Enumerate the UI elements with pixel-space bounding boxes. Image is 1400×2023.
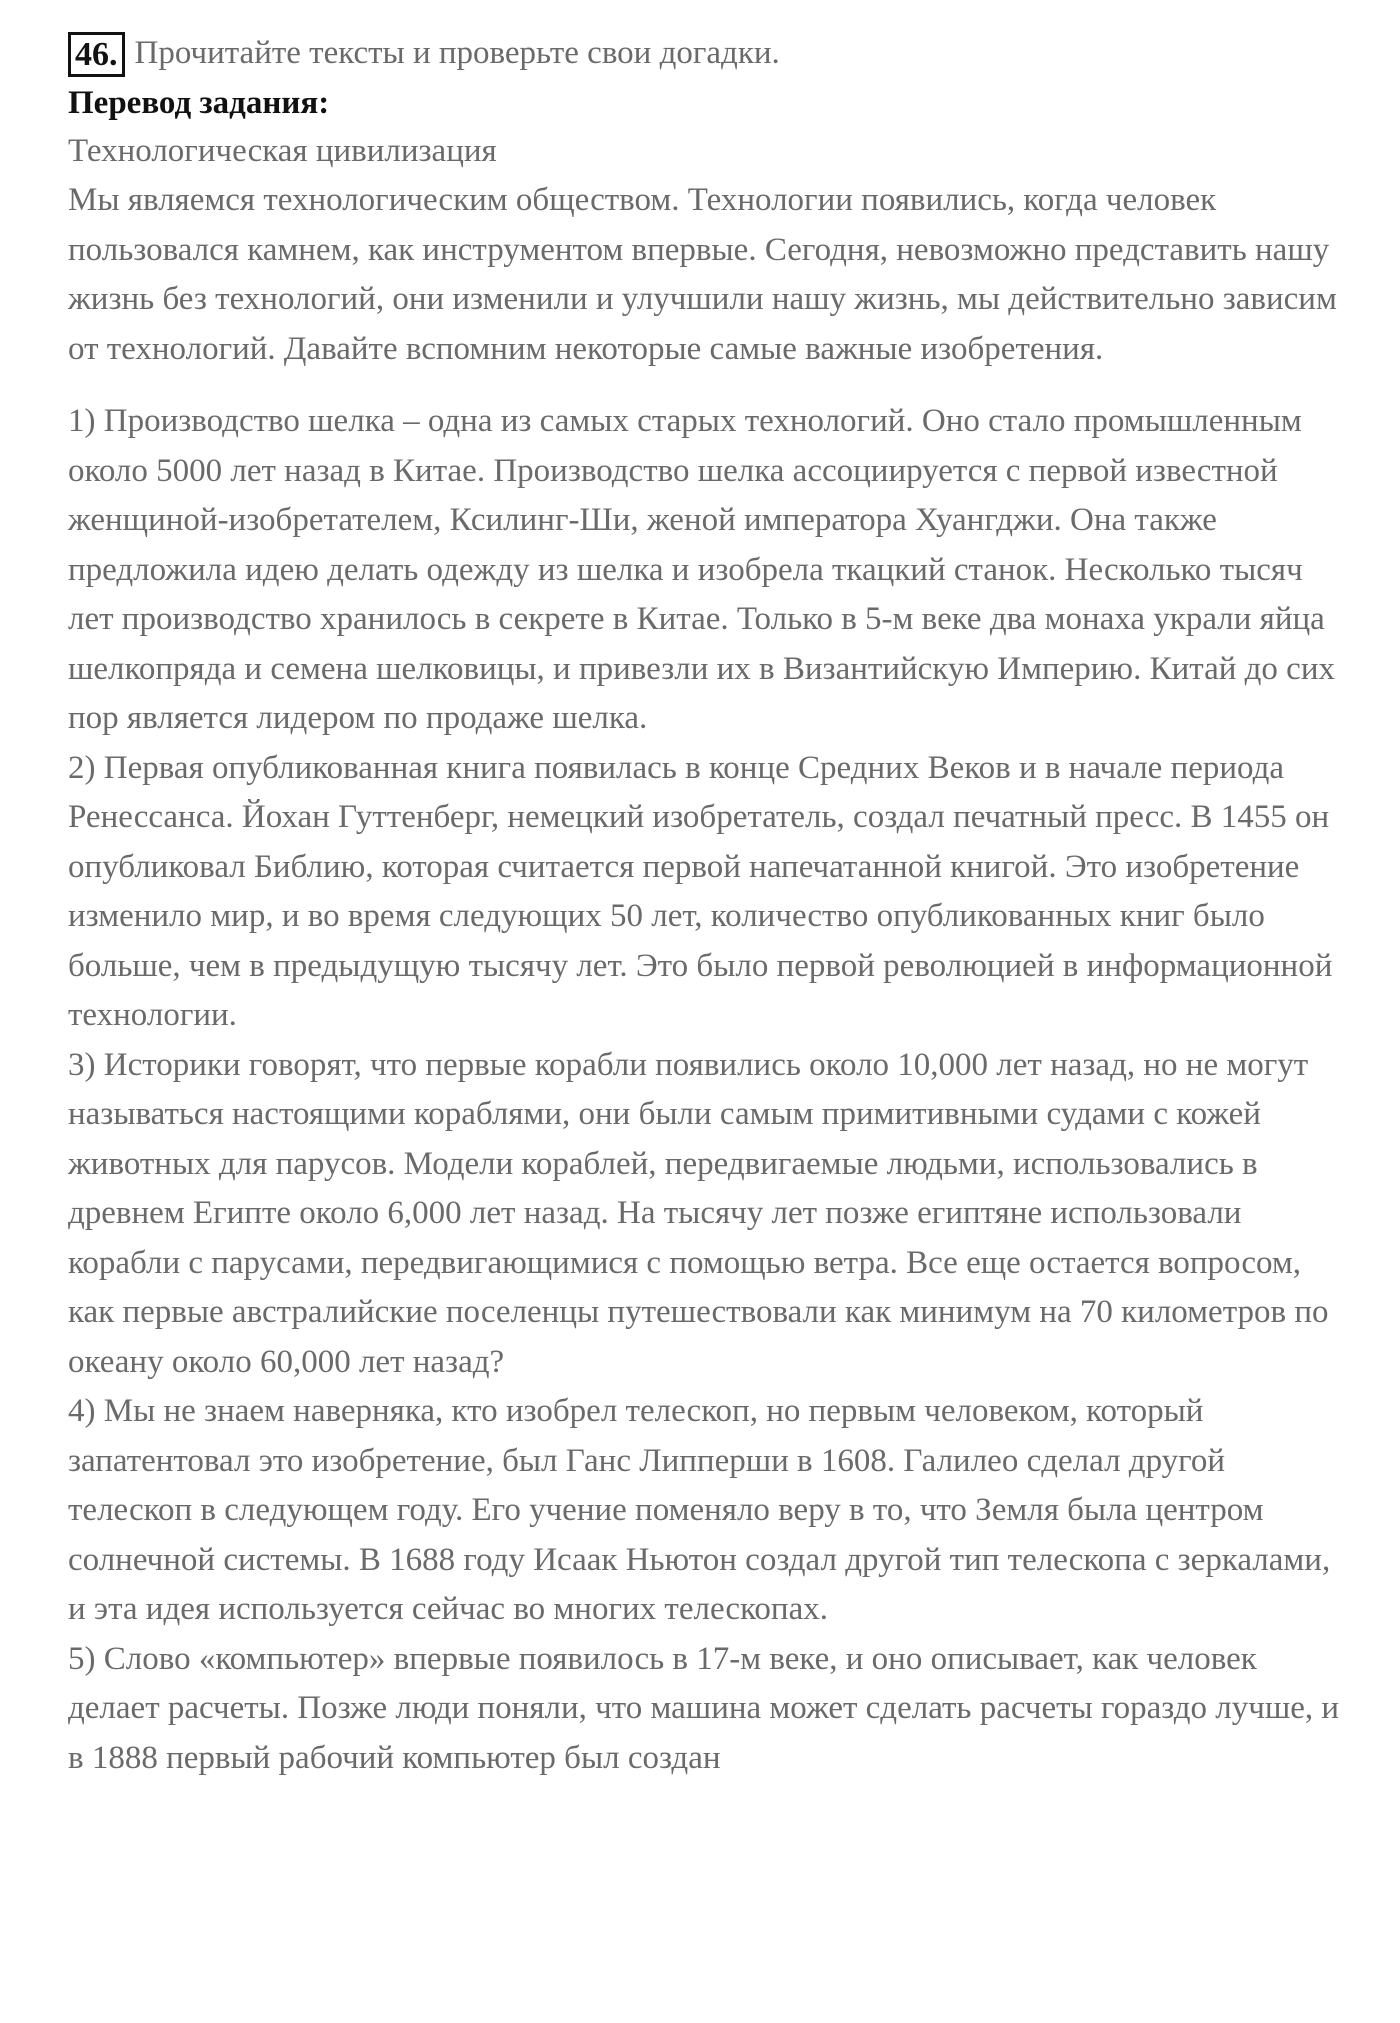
task-header xyxy=(68,28,1348,80)
list-item: 5) Слово «компьютер» впервые появилось в 17-м веке, и оно описывает, как человек делает расчеты. Позже люди поняли, что машина может сделать расчеты гораздо лучше, и в 1888 первый рабочий компьютер был создан xyxy=(68,1640,1340,1776)
translation-heading: Перевод задания: xyxy=(68,85,330,121)
intro-paragraph: Мы являемся технологическим обществом. Технологии появились, когда человек пользовался камнем, как инструментом впервые. Сегодня, невозможно представить нашу жизнь без технологий, они изменили и улучшили нашу жизнь, мы действительно зависим от технологий. Давайте вспомним некоторые самые важные изобретения. xyxy=(68,182,1337,367)
task-instruction: Прочитайте тексты и проверьте свои догадки. xyxy=(134,35,780,72)
task-number-badge: 46. xyxy=(68,32,125,77)
list-item: 2) Первая опубликованная книга появилась в конце Средних Веков и в начале периода Ренессанса. Йохан Гуттенберг, немецкий изобретатель, создал печатный пресс. В 1455 он опубликовал Библию, которая считается первой напечатанной книгой. Это изобретение изменило мир, и во время следующих 50 лет, количество опубликованных книг было больше, чем в предыдущую тысячу лет. Это было первой революцией в информационной технологии. xyxy=(68,749,1333,1033)
text-title: Технологическая цивилизация xyxy=(68,133,497,169)
list-item: 3) Историки говорят, что первые корабли появились около 10,000 лет назад, но не могут называться настоящими кораблями, они были самым примитивными судами с кожей животных для парусов. Модели кораблей, передвигаемые людьми, использовались в древнем Египте около 6,000 лет назад. На тысячу лет позже египтяне использовали корабли с парусами, передвигающимися с помощью ветра. Все еще остается вопросом, как первые австралийские поселенцы путешествовали как минимум на 70 километров по океану около 60,000 лет назад? xyxy=(68,1046,1329,1380)
document-page xyxy=(68,28,1348,1783)
list-item: 4) Мы не знаем наверняка, кто изобрел телескоп, но первым человеком, который запатентовал это изобретение, был Ганс Липперши в 1608. Галилео сделал другой телескоп в следующем году. Его учение поменяло веру в то, что Земля была центром солнечной системы. В 1688 году Исаак Ньютон создал другой тип телескопа с зеркалами, и эта идея используется сейчас во многих телескопах. xyxy=(68,1393,1331,1627)
list-item: 1) Производство шелка – одна из самых старых технологий. Оно стало промышленным около 5000 лет назад в Китае. Производство шелка ассоциируется с первой известной женщиной-изобретателем, Ксилинг-Ши, женой императора Хуангджи. Она также предложила идею делать одежду из шелка и изобрела ткацкий станок. Несколько тысяч лет производство хранилось в секрете в Китае. Только в 5-м веке два монаха украли яйца шелкопряда и семена шелковицы, и привезли их в Византийскую Империю. Китай до сих пор является лидером по продаже шелка. xyxy=(68,403,1335,736)
